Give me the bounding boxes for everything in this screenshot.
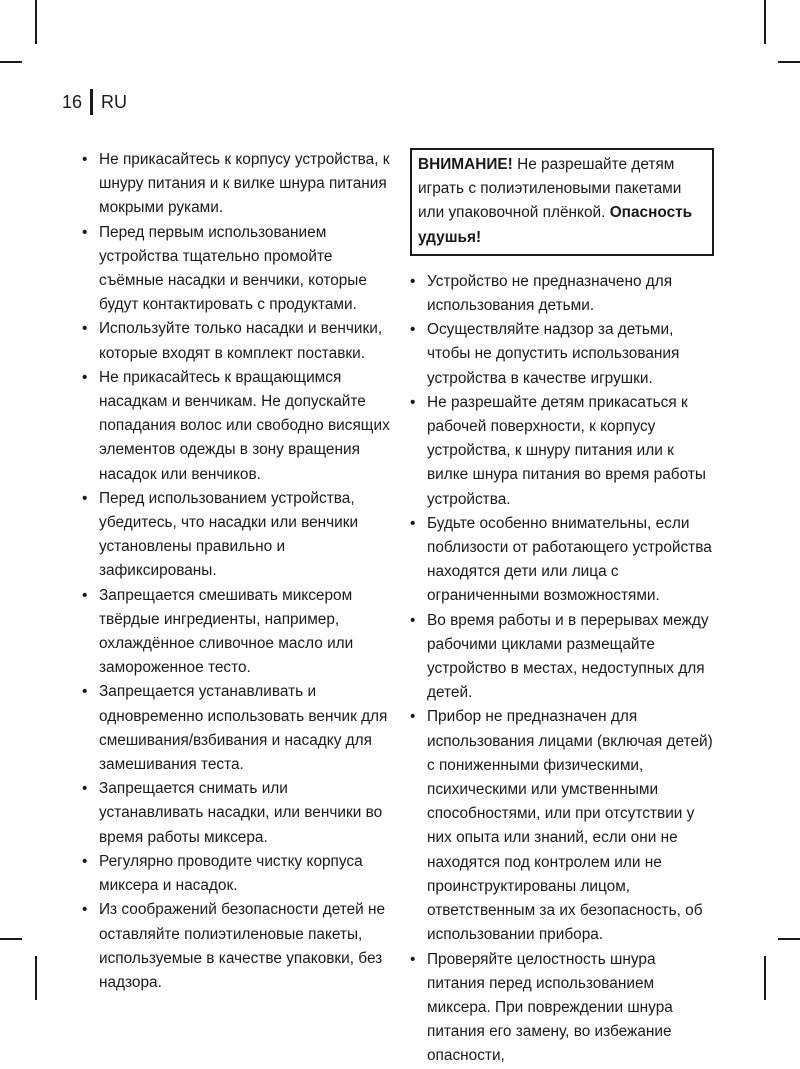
- list-item: • Запрещается снимать или устанавливать насадки, или венчики во время работы миксера.: [82, 777, 394, 850]
- right-bullet-list: [410, 270, 716, 1069]
- list-item: • Будьте особенно внимательны, если поблизости от работающего устройства находятся дети или лица с ограниченными возможностями.: [410, 512, 716, 609]
- list-item: • Проверяйте целостность шнура питания перед использованием миксера. При повреждении шнура питания его замену, во избежание опасности,: [410, 948, 716, 1069]
- crop-mark-top-left-h: [0, 61, 22, 63]
- header-divider: [90, 89, 93, 115]
- list-item: • Запрещается смешивать миксером твёрдые ингредиенты, например, охлаждённое сливочное масло или замороженное тесто.: [82, 584, 394, 681]
- list-item: • Перед использованием устройства, убедитесь, что насадки или венчики установлены правильно и зафиксированы.: [82, 487, 394, 584]
- list-item: • Осуществляйте надзор за детьми, чтобы не допустить использования устройства в качестве игрушки.: [410, 318, 716, 391]
- list-item: • Из соображений безопасности детей не оставляйте полиэтиленовые пакеты, используемые в качестве упаковки, без надзора.: [82, 898, 394, 995]
- crop-mark-top-right: [764, 0, 766, 44]
- right-column: [410, 148, 716, 1069]
- list-item: • Не прикасайтесь к корпусу устройства, к шнуру питания и к вилке шнура питания мокрыми руками.: [82, 148, 394, 221]
- crop-mark-bottom-right: [764, 956, 766, 1000]
- warning-box: [410, 148, 714, 256]
- warning-label: ВНИМАНИЕ!: [418, 156, 513, 173]
- page-header: [62, 88, 127, 116]
- list-item: • Устройство не предназначено для использования детьми.: [410, 270, 716, 318]
- warning-text: Не разрешайте детям играть с полиэтиленовыми пакетами или упаковочной плёнкой.: [418, 156, 682, 222]
- warning-emphasis: Опасность удушья!: [418, 204, 693, 246]
- list-item: • Прибор не предназначен для использования лицами (включая детей) с пониженными физическими, психическими или умственными способностями, или при отсутствии у них опыта или знаний, если они не находятся под контролем или не проинструктированы лицом, ответственным за их безопасность, об использовании прибора.: [410, 705, 716, 947]
- list-item: • Регулярно проводите чистку корпуса миксера и насадок.: [82, 850, 394, 898]
- list-item: • Во время работы и в перерывах между рабочими циклами размещайте устройство в местах, недоступных для детей.: [410, 609, 716, 706]
- list-item: • Не прикасайтесь к вращающимся насадкам и венчикам. Не допускайте попадания волос или свободно висящих элементов одежды в зону вращения насадок или венчиков.: [82, 366, 394, 487]
- crop-mark-top-right-h: [778, 61, 800, 63]
- page-number: 16: [62, 91, 83, 112]
- list-item: • Не разрешайте детям прикасаться к рабочей поверхности, к корпусу устройства, к шнуру питания или к вилке шнура питания во время работы устройства.: [410, 391, 716, 512]
- left-column: [82, 148, 394, 995]
- crop-mark-top-left: [35, 0, 37, 44]
- crop-mark-bottom-right-h: [778, 938, 800, 940]
- left-bullet-list: [82, 148, 394, 995]
- list-item: • Запрещается устанавливать и одновременно использовать венчик для смешивания/взбивания и насадку для замешивания теста.: [82, 680, 394, 777]
- language-label: RU: [101, 91, 128, 112]
- list-item: • Используйте только насадки и венчики, которые входят в комплект поставки.: [82, 317, 394, 365]
- list-item: • Перед первым использованием устройства тщательно промойте съёмные насадки и венчики, которые будут контактировать с продуктами.: [82, 221, 394, 318]
- crop-mark-bottom-left-h: [0, 938, 22, 940]
- crop-mark-bottom-left: [35, 956, 37, 1000]
